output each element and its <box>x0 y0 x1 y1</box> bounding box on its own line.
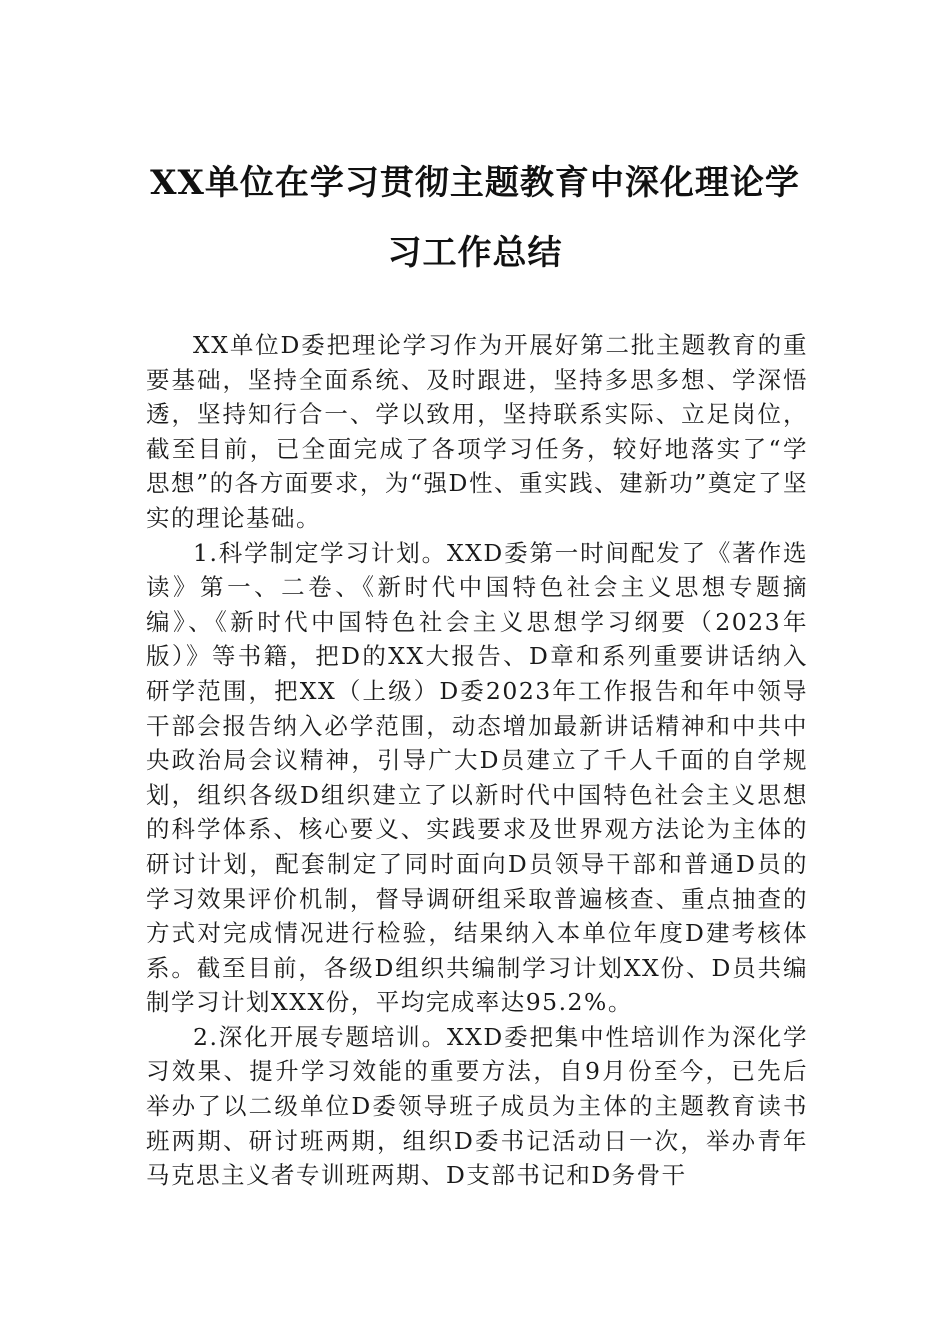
paragraph-special-training: 2.深化开展专题培训。XXD委把集中性培训作为深化学习效果、提升学习效能的重要方法，自9月份至今，已先后举办了以二级单位D委领导班子成员为主体的主题教育读书班两期、研讨班两期，组织D委书记活动日一次，举办青年马克思主义者专训班两期、D支部书记和D务骨干 <box>146 1022 808 1190</box>
document-title: XX单位在学习贯彻主题教育中深化理论学习工作总结 <box>150 163 800 273</box>
document-body <box>146 328 808 1193</box>
paragraph-study-plan: 1.科学制定学习计划。XXD委第一时间配发了《著作选读》第一、二卷、《新时代中国特色社会主义思想专题摘编》、《新时代中国特色社会主义思想学习纲要（2023年版）》等书籍，把D的XX大报告、D章和系列重要讲话纳入研学范围，把XX（上级）D委2023年工作报告和年中领导干部会报告纳入必学范围，动态增加最新讲话精神和中共中央政治局会议精神，引导广大D员建立了千人千面的自学规划，组织各级D组织建立了以新时代中国特色社会主义思想的科学体系、核心要义、实践要求及世界观方法论为主体的研讨计划，配套制定了同时面向D员领导干部和普通D员的学习效果评价机制，督导调研组采取普遍核查、重点抽查的方式对完成情况进行检验，结果纳入本单位年度D建考核体系。截至目前，各级D组织共编制学习计划XX份、D员共编制学习计划XXX份，平均完成率达95.2%。 <box>146 538 808 1017</box>
paragraph-intro: XX单位D委把理论学习作为开展好第二批主题教育的重要基础，坚持全面系统、及时跟进，坚持多思多想、学深悟透，坚持知行合一、学以致用，坚持联系实际、立足岗位，截至目前，已全面完成了各项学习任务，较好地落实了“学思想”的各方面要求，为“强D性、重实践、建新功”奠定了坚实的理论基础。 <box>146 331 808 532</box>
